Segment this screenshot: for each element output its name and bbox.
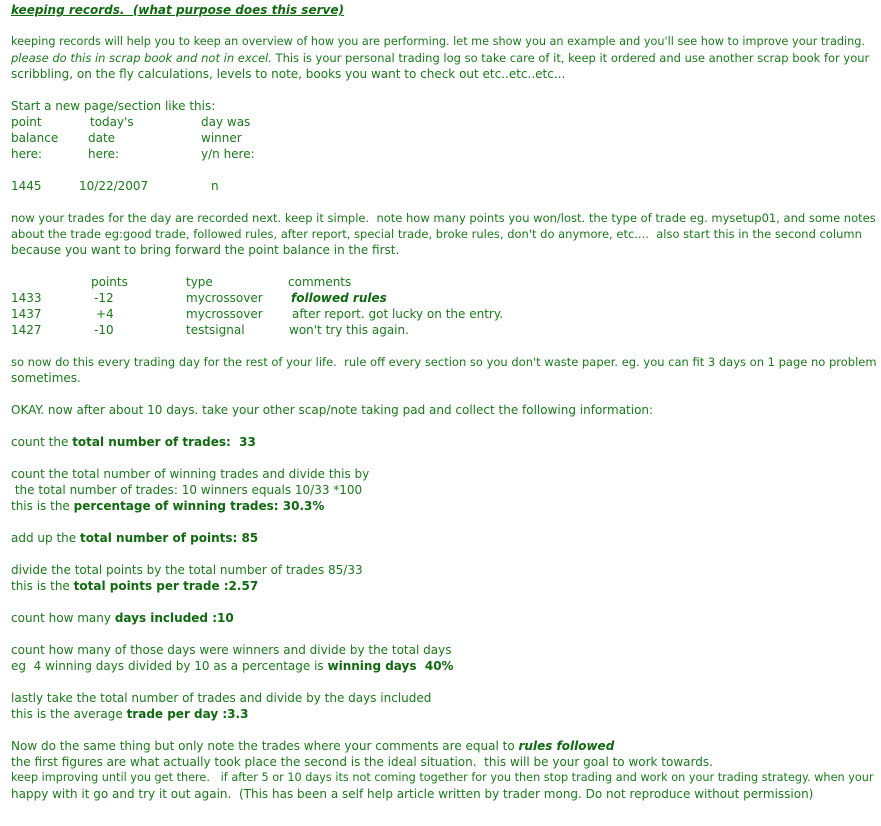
header-here-1: here: xyxy=(11,147,43,161)
stat-windays-pre: eg 4 winning days divided by 10 as a percentage is xyxy=(11,659,328,673)
example-balance: 1445 xyxy=(11,179,42,193)
row-2-type: mycrossover xyxy=(186,307,263,321)
intro-line-2-rest: This is your personal trading log so take care of it, keep it ordered and use another scrap book for your xyxy=(271,51,870,65)
row-1-balance: 1433 xyxy=(11,291,42,305)
stat-windays-value: winning days 40% xyxy=(327,659,454,673)
stat-total-points xyxy=(11,530,258,546)
header-day-was: day was xyxy=(201,115,251,129)
intro-italic-note: please do this in scrap book and not in excel. xyxy=(11,51,272,65)
daily-line-1: so now do this every trading day for the rest of your life. rule off every section so you don't waste paper. eg. you can fit 3 days on 1 page no problem xyxy=(11,355,877,369)
header-balance: balance xyxy=(11,131,59,145)
table-header-type: type xyxy=(186,275,213,289)
stat-total-trades-pre: count the xyxy=(11,435,73,449)
intro-line-3: scribbling, on the fly calculations, levels to note, books you want to check out etc..etc..etc... xyxy=(11,67,566,81)
row-1-type: mycrossover xyxy=(186,291,263,305)
stat-win-line-1: count the total number of winning trades and divide this by xyxy=(11,467,370,481)
stat-trades-per-day xyxy=(11,706,248,722)
header-date: date xyxy=(88,131,116,145)
stat-total-trades xyxy=(11,434,256,450)
intro-line-2 xyxy=(11,50,869,66)
header-here-2: here: xyxy=(88,147,120,161)
stat-points-per-trade xyxy=(11,578,258,594)
stat-windays-line-1: count how many of those days were winners and divide by the total days xyxy=(11,643,452,657)
stat-tpd-line-1: lastly take the total number of trades and divide by the days included xyxy=(11,691,432,705)
row-1-points: -12 xyxy=(94,291,114,305)
okay-line: OKAY. now after about 10 days. take your other scap/note taking pad and collect the following information: xyxy=(11,403,654,417)
trades-intro-1: now your trades for the day are recorded next. keep it simple. note how many points you won/lost. the type of trade eg. mysetup01, and some notes xyxy=(11,211,876,225)
trades-intro-3: because you want to bring forward the point balance in the first. xyxy=(11,243,400,257)
row-2-balance: 1437 xyxy=(11,307,42,321)
row-3-points: -10 xyxy=(94,323,114,337)
row-3-comment: won't try this again. xyxy=(289,323,409,337)
intro-line-1: keeping records will help you to keep an overview of how you are performing. let me show you an example and you'll see how to improve your trading. xyxy=(11,35,865,48)
stat-tpd-value: trade per day :3.3 xyxy=(126,707,249,721)
stat-total-trades-value: total number of trades: 33 xyxy=(72,435,256,449)
row-3-balance: 1427 xyxy=(11,323,42,337)
stat-tpd-pre: this is the average xyxy=(11,707,127,721)
stat-win-percentage-value: percentage of winning trades: 30.3% xyxy=(73,499,325,513)
stat-days-pre: count how many xyxy=(11,611,115,625)
stat-win-line-2: the total number of trades: 10 winners equals 10/33 *100 xyxy=(11,483,363,497)
daily-line-2: sometimes. xyxy=(11,371,81,385)
article-title: keeping records. (what purpose does this serve) xyxy=(11,3,344,17)
stat-win-percentage-pre: this is the xyxy=(11,499,74,513)
header-yn: y/n here: xyxy=(201,147,255,161)
header-todays: today's xyxy=(90,115,134,129)
stat-total-points-value: total number of points: 85 xyxy=(79,531,259,545)
stat-days-value: days included :10 xyxy=(114,611,234,625)
closing-line-2: the first figures are what actually took place the second is the ideal situation. this will be your goal to work towards. xyxy=(11,755,713,769)
closing-rules-followed: rules followed xyxy=(518,739,615,753)
stat-ppt-line-1: divide the total points by the total number of trades 85/33 xyxy=(11,563,363,577)
row-2-comment: after report. got lucky on the entry. xyxy=(292,307,504,321)
closing-line-3: keep improving until you get there. if after 5 or 10 days its not coming together for you then stop trading and work on your trading strategy. when your xyxy=(11,771,874,784)
table-header-comments: comments xyxy=(288,275,352,289)
closing-line-1-pre: Now do the same thing but only note the trades where your comments are equal to xyxy=(11,739,519,753)
table-header-points: points xyxy=(91,275,128,289)
row-3-type: testsignal xyxy=(186,323,245,337)
setup-intro: Start a new page/section like this: xyxy=(11,99,216,113)
example-date: 10/22/2007 xyxy=(79,179,149,193)
closing-line-1 xyxy=(11,738,614,754)
stat-ppt-pre: this is the xyxy=(11,579,74,593)
stat-winning-days xyxy=(11,658,454,674)
stat-win-percentage xyxy=(11,498,324,514)
stat-total-points-pre: add up the xyxy=(11,531,80,545)
header-point: point xyxy=(11,115,42,129)
stat-ppt-value: total points per trade :2.57 xyxy=(73,579,259,593)
row-2-points: +4 xyxy=(96,307,114,321)
closing-line-4: happy with it go and try it out again. (This has been a self help article written by trader mong. Do not reproduce without permission) xyxy=(11,787,814,801)
trades-intro-2: about the trade eg:good trade, followed rules, after report, special trade, broke rules, don't do anymore, etc.... also start this in the second column xyxy=(11,227,862,241)
row-1-comment: followed rules xyxy=(291,291,387,305)
header-winner: winner xyxy=(201,131,242,145)
stat-days-included xyxy=(11,610,234,626)
example-winner: n xyxy=(211,179,219,193)
